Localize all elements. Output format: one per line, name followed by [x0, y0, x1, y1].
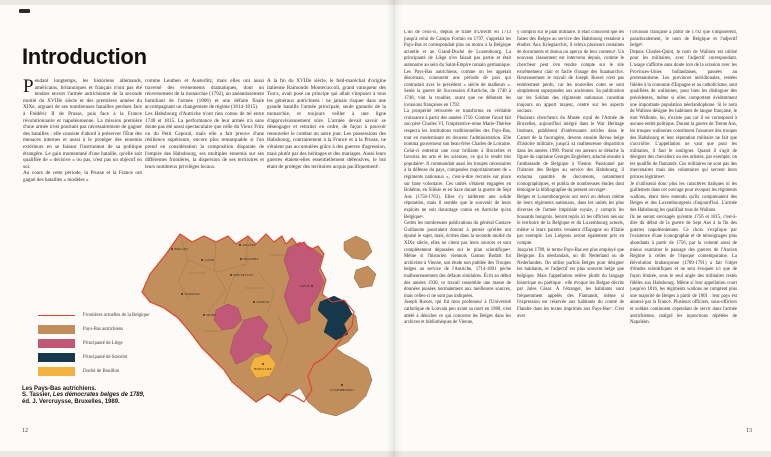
left-text-column-2 — [145, 78, 264, 214]
city-dot — [155, 295, 157, 297]
city-label: ANVERS — [242, 243, 257, 248]
paragraph: Certes les nombreuses publications du général Gustave Guillaume pourraient donner à penser qu'elles ont épuisé le sujet, mais, écrites dans la seconde moitié du XIXe siècle, elles ne citent pas leurs sources et sont complètement dépassées sur le plan scientifique⁴. Même si l'historien viennois Gaston Bodart fut archiviste à Vienne, son étude non publiée des Troupes belges au service de l'Autriche, 1714-1801 pèche malheureusement des défauts similaires. Écrit au début des années 1930, ce travail rassemble une masse de données puisées normalement aux meilleures sources, mais celles-ci ne sont pas indiquées. — [404, 221, 511, 299]
paragraph: Belges et Luxembourgeois ont servi en dehors même de leurs régiments nationaux, dans les unités les plus diverses de l'armée impériale royale, y compris les housards hongrois. Seront repris ici les officiers nés sur le territoire de la Belgique et du Luxembourg actuels, même si leurs parents venaient d'Espagne ou d'Italie par exemple. Les Liégeois seront également pris en compte. — [517, 194, 624, 246]
print-mark — [19, 9, 30, 13]
right-text-column-3 — [630, 30, 737, 410]
city-label: MONS — [206, 313, 217, 318]
legend-label: Frontières actuelles de la Belgique — [83, 313, 150, 318]
left-text-column-3 — [267, 78, 386, 214]
legend-item — [38, 353, 188, 362]
paragraph: À la fin du XVIIIe siècle, le feld-maréchal d'origine italienne Raimondo Montecuccoli, grand vainqueur des Turcs, avait posé un principe qui allait s'imposer à tous les généraux autrichiens : ne jamais risquer dans une grande bataille l'armée principale, seule garantie de la monarchie, et toujours veiller à une ligne d'approvisionnement sûre. L'armée devait savoir se désengager et retraiter en ordre, de façon à pouvoir renouveler le combat un autre jour. Les possessions des Habsbourg, contrairement à la France et à la Prusse, ne s'étaient pas accumulées grâce à des guerres d'agression, mais plutôt par des héritages et des mariages. Aussi leurs guerres étaient-elles essentiellement défensives, le but étant de protéger des territoires acquis pacifiquement¹. — [267, 78, 386, 170]
paragraph: Plusieurs chercheurs du Musée royal de l'Armée de Bruxelles, aujourd'hui intégré dans le War Heritage Institute, publièrent d'intéressants articles dans le Carnet de la fourragère, devenu ensuite Revue belge d'histoire militaire, jusqu'à sa malheureuse disparition dans les années 1990. Parmi ces auteurs se détache la figure du capitaine Georges Englebert, attaché ensuite à l'ambassade de Belgique à Vienne. Passionné par l'histoire des Belges au service des Habsbourg, il exhuma quantité de documents, notamment iconographiques, et publia de nombreuses études dont témoigne la bibliographie du présent ouvrage⁶. — [517, 115, 624, 194]
legend-item — [38, 325, 188, 334]
city-dot — [240, 258, 242, 260]
city-dot — [253, 301, 255, 303]
page-number-left: 12 — [22, 428, 28, 434]
city-label: TOURNAI — [184, 292, 200, 297]
province-label: BRABANT — [246, 286, 266, 290]
legend-swatch-stavelot — [38, 353, 75, 362]
page-title: Introduction — [22, 44, 147, 69]
city-dot — [262, 363, 264, 365]
legend-swatch-bouillon — [38, 367, 75, 376]
legend-label: Pays-Bas autrichiens — [83, 327, 124, 332]
city-dot — [171, 248, 173, 250]
city-label: BRUGES — [174, 247, 188, 252]
right-text-column-1 — [404, 30, 511, 410]
city-label: BRUXELLES — [233, 273, 254, 278]
paragraph-text: endant longtemps, les historiens allemands, américains, britanniques et français n'ont pas été tendres envers l'armée autrichienne de la seconde moitié du XVIIIe siècle et des premières années du XIXe, arguant de ses nombreuses batailles perdues face à Frédéric II de Prusse, puis face à la France révolutionnaire et napoléonienne. La mission première d'une armée n'est pourtant pas nécessairement de gagner des batailles : elle consiste d'abord à préserver l'État des menaces internes et aussi à le protéger des ennemis extérieurs en se faisant l'instrument de sa politique étrangère. Le gain momentané d'une bataille, qu'elle soit qualifiée de « décisive » ou pas, n'est pas un objectif en soi. — [23, 78, 142, 170]
city-label: LUXEMBOURG — [330, 388, 354, 392]
caption-source: S. Tassier, Les démocrates belges de 1789, — [22, 392, 145, 399]
legend-item — [38, 339, 188, 348]
city-label: MALINES — [243, 257, 259, 262]
paragraph: L'un de ceux-ci, depuis le traité d'Utrecht en 1713 jusqu'à celui de Campo Formio en 1797, s'appelait les Pays-Bas et correspondait plus ou moins à la Belgique actuelle et au Grand-Duché de Luxembourg. La principauté de Liège n'en faisait pas partie et était autonome au sein du Saint-Empire romain germanique. Les Pays-Bas autrichiens, comme on les appelait désormais, connurent une période de paix qui contrastait avec le précédent « siècle de malheurs ». Seule la guerre de Succession d'Autriche, de 1740 à 1748, vint la troubler, avant que ne débutent les invasions françaises en 1792. — [404, 30, 511, 108]
paragraph: Je n'utiliserai donc plus les caractères italiques ni les guillemets dans cet ouvrage pour évoquer les régiments wallons, étant bien entendu qu'ils comprenaient des Belges et des Luxembourgeois d'aujourd'hui. L'armée des Habsbourg les qualifiait tous de Wallons. — [630, 181, 737, 214]
city-dot — [239, 244, 241, 246]
city-dot — [341, 384, 343, 386]
city-label: LILLE — [143, 294, 153, 299]
province-label: LIMBOURG — [270, 253, 292, 257]
region-austrian-exclave-1 — [344, 236, 372, 260]
legend-label: Principauté de Stavelot — [83, 355, 128, 360]
caption-title: Les Pays-Bas autrichiens. — [22, 386, 97, 392]
legend-item — [38, 311, 188, 320]
drop-cap: P — [23, 78, 34, 97]
legend-item — [38, 367, 188, 376]
legend-label: Principauté de Liège — [83, 341, 123, 346]
map-legend — [38, 311, 188, 381]
legend-swatch-austrian — [38, 325, 75, 334]
paragraph: Au cours de cette période, la Prusse et la France ont gagné des batailles « modèles » — [23, 170, 142, 183]
city-label: BOUILLON — [254, 367, 272, 371]
province-label: FLANDRE — [188, 271, 207, 275]
city-label: NAMUR — [256, 300, 270, 305]
center-fold — [386, 0, 402, 457]
legend-swatch-liege — [38, 339, 75, 348]
city-dot — [311, 285, 313, 287]
city-dot — [203, 314, 205, 316]
city-label: GAND — [204, 258, 215, 263]
paragraph: Ils ne seront envisagés qu'entre 1756 et 1815, c'est-à-dire du début de la guerre de Sept Ans à la fin des guerres napoléoniennes. Ce choix s'explique par l'existence d'une iconographie et de témoignages plus abondants à partir de 1756, par la volonté aussi de mieux examiner le passage des guerres de l'Ancien Régime à celles de l'époque contemporaine. La Révolution brabançonne (1789-1791) a fait l'objet d'études scientifiques et ne sera évoquée ici que de façon limitée, sous le seul angle des militaires restés fidèles aux Habsbourg. Même si leur appellation court jusqu'en 1816, les régiments wallons ne comptent plus une majorité de Belges à partir de 1801 : leur pays est annexé par la France. Plusieurs officiers, sous-officiers et soldats continuent cependant de servir dans l'armée autrichienne, malgré les injonctions répétées de Napoléon. — [630, 214, 737, 326]
region-austrian-exclave-2 — [354, 266, 376, 288]
paragraph: Joseph Ruwet, qui fut mon professeur à l'Université catholique de Louvain peu avant sa mort en 1980, s'est attelé à dénicher ce qui concerne les Belges dans les archives et bibliothèques de Vienne, — [404, 300, 511, 326]
city-label: LIÈGE — [300, 284, 310, 289]
paragraph: l'invasion française à partir de 1792 que s'imposèrent, paradoxalement, le nom de Belgique et l'adjectif belge⁸. — [630, 30, 737, 49]
city-dot — [181, 293, 183, 295]
paragraph: Depuis Charles-Quint, le nom de Wallons est utilisé pour les militaires, avec l'adjectif correspondant. L'usage s'affirme sans doute lors de la scission avec les Provinces-Unies hollandaises, passées au protestantisme. Les provinces méridionales, restées fidèles à la couronne d'Espagne et au catholicisme, sont qualifiées de wallonnes, pour bien les distinguer des précédentes, même si elles comportent évidemment une importante population néerlandophone. Si le nom de Wallons désigne les habitants de langue française, le mot Wallonie, lui, n'existe pas car il ne correspond à aucune entité politique. Durant la guerre de Trente Ans, les troupes wallonnes constituent l'ossature des troupes des Habsbourg et leur réputation militaire ne fait que s'accroître. L'appellation ne vaut que pour les militaires, il faut le souligner. Quand il s'agit de désigner des chevaliers ou des artistes, par exemple, on les qualifie de flamands. Ces militaires ne sont pas des mercenaires mais des volontaires qui servent leurs princes légitimes⁹. — [630, 49, 737, 181]
paragraph: y compris sur le plan militaire. Il était conscient que les fastes des Belges au service des Habsbourg restaient à étudier. Aux Kriegsarchiv, il releva plusieurs centaines de documents et donna un aperçu de leur contenu⁵. Un nouveau classement est intervenu depuis, comme le chercheur peut s'en rendre compte sur le site extrêmement clair et facile d'usage des Staatsarchiv. Heureusement le travail de Joseph Ruwet n'est pas entièrement perdu, car les nouvelles cotes se sont simplement superposées aux anciennes. Sa publication sur les Soldats des régiments nationaux constitue toujours un apport majeur, centré sur les aspects sociaux. — [517, 30, 624, 115]
paragraph — [23, 78, 142, 170]
province-label: HAINAUT — [204, 329, 223, 333]
paragraph: Jusqu'en 1789, le terme Pays-Bas est plus employé que Belgique. En néerlandais, on dit Nederland ou de Nederlanden. On utilise parfois Belges pour désigner les habitants, et l'adjectif est plus souvent belge que belgique. Mais l'appellation relève plutôt du langage historique ou poétique : elle évoque les Belgae décrits par Jules César. À l'étranger, les habitants sont fréquemment appelés des Flamands, même si l'expression est réservée aux habitants du comté de Flandre dans les textes imprimés aux Pays-Bas⁷. C'est avec — [517, 247, 624, 319]
paragraph: Les Habsbourg d'Autriche n'ont rien connu de tel entre 1740 et 1815. La performance de leur armée n'a sans doute pas été aussi spectaculaire que celle du Vieux Fritz ou du Petit Caporal, mais elle a fait preuve d'une résilience supérieure, encore plus remarquable si l'on prend en considération la composition disparate de l'empire des Habsbourg, ses multiples ennemis sur ses différentes frontières, la dispersion de ses territoires et leurs nombreux privilèges locaux. — [145, 110, 264, 170]
legend-swatch-border-line — [38, 315, 75, 317]
map-caption — [22, 386, 192, 405]
city-dot — [230, 274, 232, 276]
paragraph: La prospérité retrouvée se transforma en véritable croissance à partir des années 1750. Comme l'avait fait son père Charles VI, l'impératrice-reine Marie-Thérèse respecta les institutions traditionnelles des Pays-Bas, tout en modernisant en douceur l'administration. Elle nomma gouverneur son beau-frère Charles de Lorraine. Celui-ci entretint une cour brillante à Bruxelles et favorisa les arts et les sciences, ce qui le rendit très populaire². Il commandait aussi les troupes nécessaires à la défense du pays, composées majoritairement de « régiments nationaux », c'est-à-dire recrutés sur place sur base volontaire. Ces unités s'étaient engagées en Bohême, en Silésie et en Saxe durant la guerre de Sept Ans (1756-1763). Elles s'y taillèrent une solide réputation, mais il semble que le souvenir de leurs exploits ne soit davantage connu en Autriche qu'en Belgique³. — [404, 109, 511, 220]
city-dot — [201, 259, 203, 261]
right-text-column-2 — [517, 30, 624, 410]
paragraph: comme Leuthen et Austerlitz, mais elles ont aussi traversé des événements dramatiques, dont un renversement de la monarchie (1792), un anéantissement humiliant de l'armée (1806) et une défaite finale accompagnant un changement de régime (1814-1815). — [145, 78, 264, 111]
legend-label: Duché de Bouillon — [83, 369, 120, 374]
left-text-column-1 — [23, 78, 142, 214]
caption-edition: éd. J. Vercruysse, Bruxelles, 1989. — [22, 398, 120, 405]
page-number-right: 13 — [746, 428, 752, 434]
